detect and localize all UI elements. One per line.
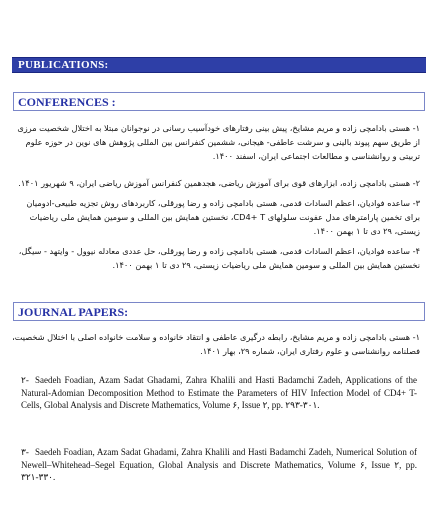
journal-papers-heading: JOURNAL PAPERS: [18,305,129,319]
publications-header-bar [12,57,426,73]
journal-paper-number: ۳- [21,447,29,457]
conference-item-2: ۲- هستی بادامچی زاده، ابزارهای قوی برای آموزش ریاضی، هجدهمین کنفرانس آموزش ریاضی ایران، ۹ شهریور ۱۴۰۱. [18,178,420,188]
journal-paper-citation: Saedeh Foadian, Azam Sadat Ghadami, Zahra Khalili and Hasti Badamchi Zadeh, Applications of the Natural-Adomian Decomposition Method to Estimate the Parameters of HIV Infection Model of CD4+ T-Cells, Global Analysis and Discrete Mathematics, Volume ۶, Issue ۲, pp. ۲۹۳-۳۰۱. [21,375,417,410]
conferences-section-header [13,92,425,111]
journal-paper-citation: Saedeh Foadian, Azam Sadat Ghadami, Zahra Khalili and Hasti Badamchi Zadeh, Numerical Solution of Newell–Whitehead–Segel Equation, Global Analysis and Discrete Mathematics, Volume ۶, Issue ۲, pp. ۳۲۱-۳۳۰. [21,447,417,482]
conferences-heading: CONFERENCES : [18,95,116,109]
journal-paper-item-3 [21,446,417,484]
conference-item-3: ۳- ساعده فوادیان، اعظم السادات قدمی، هستی بادامچی زاده و رضا پورقلی، کاربردهای روش تجزیه طبیعی-ادومیان برای تخمین پارامترهای مدل عفونت سلولهای CD4+ T، نخستین همایش بین المللی و سومین همایش ملی ریاضیات زیستی، ۲۹ دی تا ۱ بهمن ۱۴۰۰. [26,198,420,236]
journal-papers-section-header [13,302,425,321]
journal-paper-number: ۲- [21,375,29,385]
conference-item-1: ۱- هستی بادامچی زاده و مریم مشایخ، پیش بینی رفتارهای خودآسیب رسانی در نوجوانان مبتلا به اختلال شخصیت مرزی از طریق سهم پیوند بالینی و سرشت عاطفی- هیجانی، ششمین کنفرانس بین المللی پژوهش های نوین در حوزه علوم تربیتی و روانشناسی و مطالعات اجتماعی ایران، اسفند ۱۴۰۰. [17,123,420,161]
journal-paper-item-2 [21,374,417,412]
conference-item-4: ۴- ساعده فوادیان، اعظم السادات قدمی، هستی بادامچی زاده و رضا پورقلی، حل عددی معادله نیوول - وایتهد - سیگل، نخستین همایش بین المللی و سومین همایش ملی ریاضیات زیستی، ۲۹ دی تا ۱ بهمن ۱۴۰۰. [18,246,420,270]
publications-heading: PUBLICATIONS: [18,59,109,71]
journal-paper-item-1: ۱- هستی بادامچی زاده و مریم مشایخ، رابطه درگیری عاطفی و انتقاد خانواده و سلامت خانواده اصلی با اختلال شخصیت، فصلنامه روانشناسی و علوم رفتاری ایران، شماره ۲۹، بهار ۱۴۰۱. [12,332,420,356]
